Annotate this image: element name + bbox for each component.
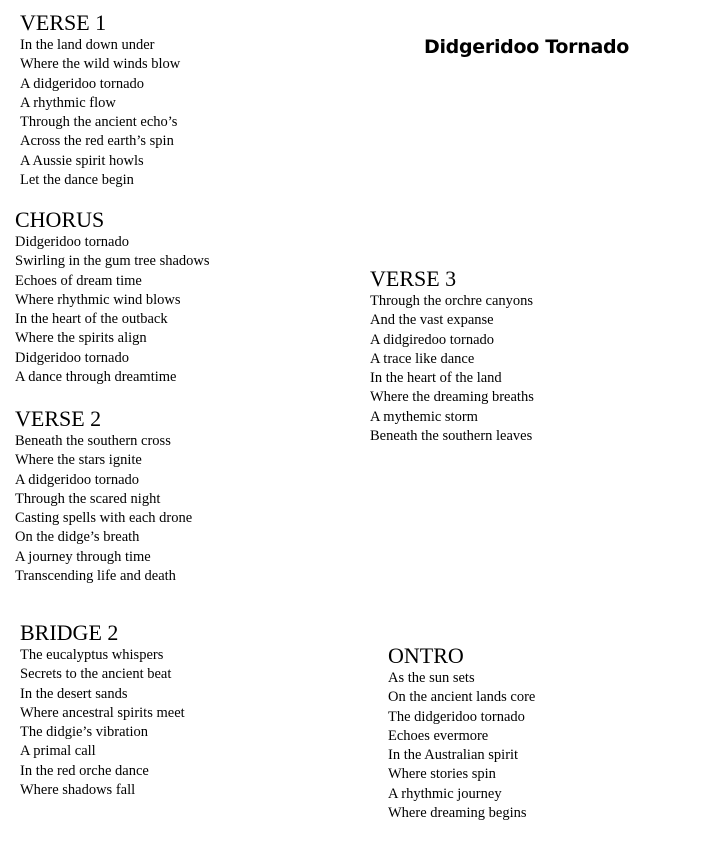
lyric-line: Through the scared night [15, 490, 161, 507]
section-heading: BRIDGE 2 [20, 620, 119, 645]
lyric-lines [370, 292, 534, 446]
lyric-line: Where rhythmic wind blows [15, 291, 181, 308]
lyric-line: Swirling in the gum tree shadows [15, 253, 210, 270]
lyric-lines [20, 36, 180, 190]
lyric-line: A rhythmic journey [388, 785, 502, 802]
lyric-line: A mythemic storm [370, 408, 478, 425]
lyric-line: In the Australian spirit [388, 747, 519, 764]
lyric-line: In the land down under [20, 37, 155, 53]
lyric-line: A dance through dreamtime [15, 369, 177, 386]
lyric-line: A trace like dance [370, 350, 475, 367]
lyric-line: A didgeridoo tornado [20, 75, 145, 92]
lyric-line: And the vast expanse [370, 312, 494, 329]
section-verse-1 [20, 10, 180, 190]
lyric-line: In the red orche dance [20, 762, 149, 779]
lyric-line: In the desert sands [20, 685, 128, 702]
lyric-line: The didgie’s vibration [20, 724, 149, 741]
lyric-line: Where stories spin [388, 766, 496, 783]
lyric-line: A primal call [20, 743, 96, 760]
lyric-line: Didgeridoo tornado [15, 349, 129, 366]
lyric-lines [15, 432, 192, 586]
lyric-lines [388, 669, 535, 823]
lyric-line: Through the ancient echo’s [20, 114, 178, 131]
section-heading: CHORUS [15, 207, 105, 232]
lyric-line: A Aussie spirit howls [20, 152, 144, 169]
lyric-line: On the ancient lands core [388, 689, 536, 706]
lyric-line: Echoes evermore [388, 727, 489, 744]
lyric-line: Across the red earth’s spin [20, 133, 174, 150]
lyric-line: Echoes of dream time [15, 272, 142, 289]
lyric-line: The didgeridoo tornado [388, 708, 525, 725]
lyric-line: Where the spirits align [15, 330, 147, 347]
lyric-line: Beneath the southern cross [15, 433, 171, 449]
lyric-line: On the didge’s breath [15, 529, 140, 546]
lyric-line: Where shadows fall [20, 782, 136, 799]
lyric-line: Where ancestral spirits meet [20, 704, 185, 721]
lyric-line: The eucalyptus whispers [20, 647, 164, 663]
section-chorus [15, 207, 210, 387]
lyric-line: Let the dance begin [20, 172, 134, 189]
lyric-line: Where dreaming begins [388, 805, 527, 822]
section-verse-2 [15, 406, 192, 586]
lyric-line: A didgiredoo tornado [370, 331, 495, 348]
lyric-line: Beneath the southern leaves [370, 428, 533, 445]
section-verse-3 [370, 266, 534, 446]
lyric-line: Secrets to the ancient beat [20, 666, 172, 683]
lyric-line: Where the stars ignite [15, 452, 142, 469]
lyric-line: Casting spells with each drone [15, 510, 193, 527]
lyric-line: Where the wild winds blow [20, 56, 181, 73]
lyric-line: As the sun sets [388, 670, 475, 686]
lyric-line: Where the dreaming breaths [370, 389, 534, 406]
lyric-lines [20, 646, 185, 800]
lyric-line: A didgeridoo tornado [15, 471, 140, 488]
section-heading: VERSE 2 [15, 406, 102, 431]
section-heading: VERSE 1 [20, 10, 107, 35]
section-heading: VERSE 3 [370, 266, 457, 291]
lyric-line: In the heart of the outback [15, 311, 168, 328]
lyric-line: In the heart of the land [370, 370, 502, 387]
document-title: Didgeridoo Tornado [424, 36, 630, 58]
section-ontro [388, 643, 535, 823]
lyric-line: A rhythmic flow [20, 94, 116, 111]
lyric-line: Transcending life and death [15, 568, 176, 585]
section-heading: ONTRO [388, 643, 464, 668]
lyric-line: Didgeridoo tornado [15, 234, 129, 250]
section-bridge-2 [20, 620, 185, 800]
lyric-line: A journey through time [15, 548, 151, 565]
lyric-lines [15, 233, 210, 387]
lyric-line: Through the orchre canyons [370, 293, 534, 309]
